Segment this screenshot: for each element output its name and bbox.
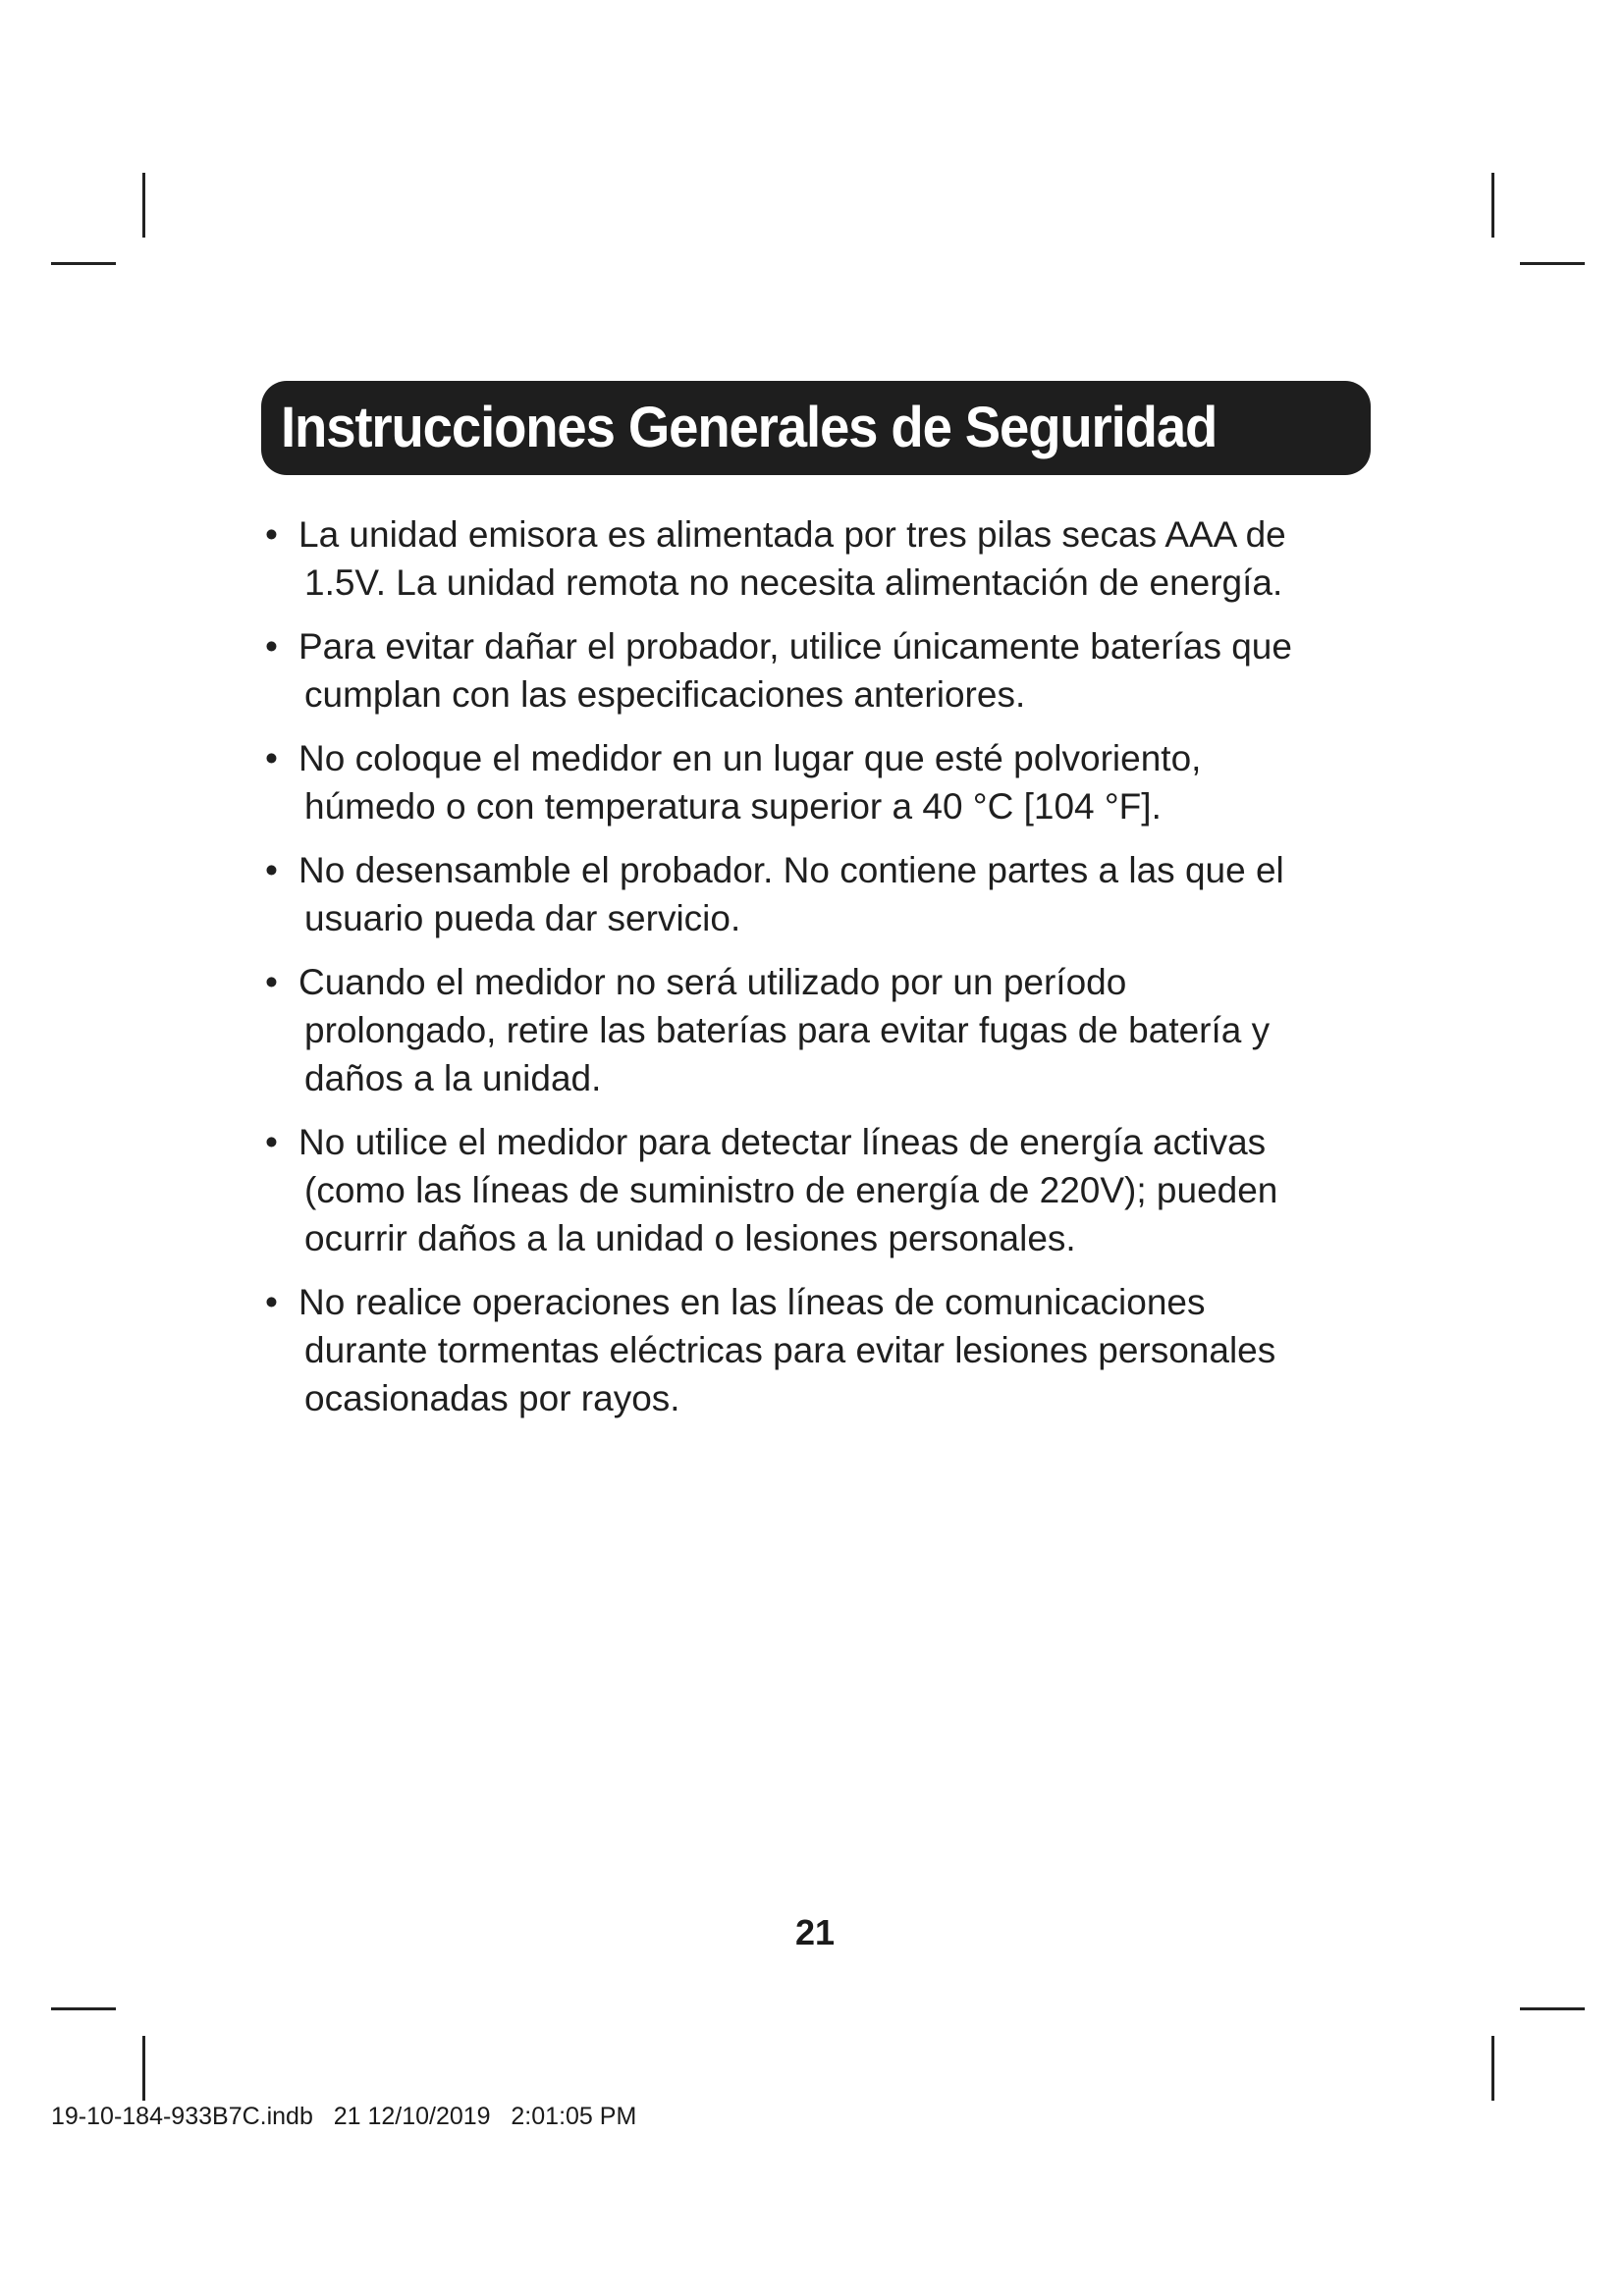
bullet-text-line: 1.5V. La unidad remota no necesita alimentación de energía. xyxy=(304,562,1283,603)
bullet-marker: • xyxy=(265,1282,278,1322)
bullet-item xyxy=(263,846,1363,942)
bullet-text-line: usuario pueda dar servicio. xyxy=(304,898,741,938)
bullet-text-line: No realice operaciones en las líneas de comunicaciones xyxy=(298,1282,1206,1322)
bullet-text-line: La unidad emisora es alimentada por tres pilas secas AAA de xyxy=(298,514,1286,555)
print-slug: 19-10-184-933B7C.indb 21 12/10/2019 2:01:05 PM xyxy=(51,2103,637,2130)
page-number: 21 xyxy=(794,1912,836,1952)
bullet-text-line: No coloque el medidor en un lugar que esté polvoriento, xyxy=(298,738,1202,778)
bullet-text-line: (como las líneas de suministro de energía de 220V); pueden xyxy=(304,1170,1278,1210)
bullet-marker: • xyxy=(265,962,278,1002)
safety-instructions-list xyxy=(263,510,1363,1438)
bullet-text-line: Cuando el medidor no será utilizado por un período xyxy=(298,962,1127,1002)
bullet-item xyxy=(263,622,1363,719)
bullet-item xyxy=(263,510,1363,607)
crop-mark-bottom-right-horizontal xyxy=(1520,2007,1585,2010)
bullet-marker: • xyxy=(265,738,278,778)
bullet-text-line: ocasionadas por rayos. xyxy=(304,1378,680,1418)
bullet-text-line: daños a la unidad. xyxy=(304,1058,602,1098)
crop-mark-top-left-horizontal xyxy=(51,262,116,265)
bullet-text-line: durante tormentas eléctricas para evitar lesiones personales xyxy=(304,1330,1276,1370)
bullet-text-line: No utilice el medidor para detectar líneas de energía activas xyxy=(298,1122,1267,1162)
section-title: Instrucciones Generales de Seguridad xyxy=(281,396,1218,459)
bullet-marker: • xyxy=(265,514,278,555)
bullet-item xyxy=(263,734,1363,830)
bullet-text-line: húmedo o con temperatura superior a 40 °C [104 °F]. xyxy=(304,786,1162,827)
crop-mark-bottom-left-horizontal xyxy=(51,2007,116,2010)
bullet-marker: • xyxy=(265,626,278,667)
crop-mark-top-right-vertical xyxy=(1491,173,1494,238)
crop-mark-top-right-horizontal xyxy=(1520,262,1585,265)
bullet-text-line: prolongado, retire las baterías para evitar fugas de batería y xyxy=(304,1010,1271,1050)
crop-mark-bottom-right-vertical xyxy=(1491,2036,1494,2101)
bullet-text-line: Para evitar dañar el probador, utilice únicamente baterías que xyxy=(298,626,1292,667)
bullet-marker: • xyxy=(265,850,278,890)
bullet-item xyxy=(263,1118,1363,1262)
crop-mark-bottom-left-vertical xyxy=(142,2036,145,2101)
bullet-marker: • xyxy=(265,1122,278,1162)
bullet-item xyxy=(263,958,1363,1102)
bullet-text-line: No desensamble el probador. No contiene partes a las que el xyxy=(298,850,1284,890)
bullet-item xyxy=(263,1278,1363,1422)
bullet-text-line: cumplan con las especificaciones anteriores. xyxy=(304,674,1026,715)
crop-mark-top-left-vertical xyxy=(142,173,145,238)
bullet-text-line: ocurrir daños a la unidad o lesiones personales. xyxy=(304,1218,1076,1258)
section-title-banner xyxy=(261,381,1371,475)
